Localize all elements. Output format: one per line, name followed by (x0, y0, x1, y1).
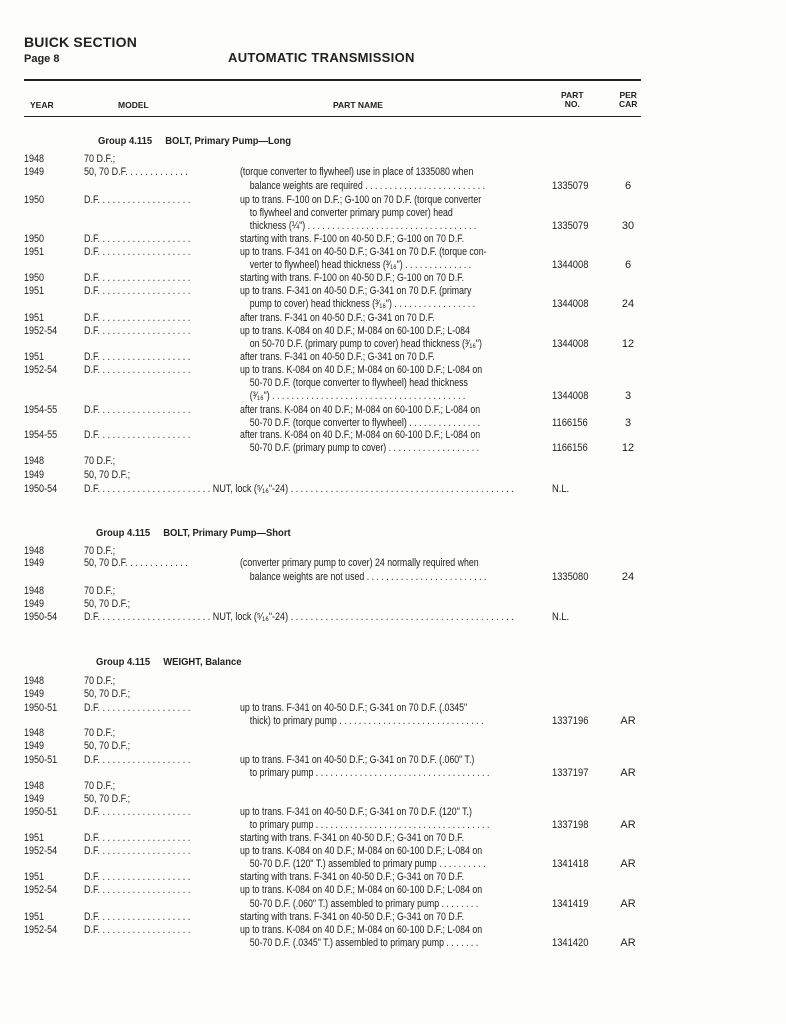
part-name-cell: (³⁄₁₆") . . . . . . . . . . . . . . . . . . . . . . . . . . . . . . . . . . . . . . . . (240, 390, 466, 402)
year-cell: 1954-55 (24, 404, 58, 416)
year-cell: 1950-51 (24, 754, 58, 766)
year-cell: 1949 (24, 598, 45, 610)
per-car-cell: 6 (624, 259, 632, 271)
part-name-cell: 50-70 D.F. (.0345" T.) assembled to primary pump . . . . . . . (240, 937, 479, 949)
part-name-cell: up to trans. K-084 on 40 D.F.; M-084 on 60-100 D.F.; L-084 (240, 325, 470, 337)
group-heading-weight (96, 656, 241, 668)
model-cell: 70 D.F.; (84, 153, 116, 165)
part-name-cell: thickness (¼") . . . . . . . . . . . . . . . . . . . . . . . . . . . . . . . . . . . (240, 220, 477, 232)
part-name-cell: after trans. F-341 on 40-50 D.F.; G-341 on 70 D.F. (240, 351, 435, 363)
part-name-cell: balance weights are required . . . . . . . . . . . . . . . . . . . . . . . . . (240, 180, 486, 192)
year-cell: 1952-54 (24, 924, 58, 936)
part-name-cell: 50-70 D.F. (torque converter to flywheel) head thickness (240, 377, 468, 389)
part-name-cell: 50-70 D.F. (torque converter to flywheel) . . . . . . . . . . . . . . . (240, 417, 481, 429)
part-name-cell: (torque converter to flywheel) use in place of 1335080 when (240, 166, 474, 178)
model-cell: 50, 70 D.F.; (84, 740, 131, 752)
year-cell: 1949 (24, 557, 45, 569)
per-car-cell: AR (620, 898, 636, 910)
per-car-cell: 24 (621, 298, 635, 310)
per-car-cell: 12 (621, 442, 635, 454)
year-cell: 1951 (24, 871, 45, 883)
part-name-cell: starting with trans. F-341 on 40-50 D.F.; G-341 on 70 D.F. (240, 871, 465, 883)
group-part-title: WEIGHT, Balance (163, 656, 242, 668)
col-per-car (619, 91, 637, 109)
part-number-cell: 1335080 (552, 571, 589, 583)
part-name-cell: verter to flywheel) head thickness (³⁄₁₆") . . . . . . . . . . . . . . (240, 259, 472, 271)
per-car-cell: 24 (621, 571, 635, 583)
per-car-cell: 12 (621, 338, 635, 350)
model-cell: D.F. . . . . . . . . . . . . . . . . . . (84, 845, 191, 857)
year-cell: 1951 (24, 911, 45, 923)
year-cell: 1952-54 (24, 884, 58, 896)
part-name-cell: on 50-70 D.F. (primary pump to cover) head thickness (³⁄₁₆") (240, 338, 482, 350)
header-rule-top (24, 79, 641, 81)
year-cell: 1950-54 (24, 483, 58, 495)
col-year: YEAR (30, 100, 54, 110)
model-cell: D.F. . . . . . . . . . . . . . . . . . . (84, 911, 191, 923)
model-cell: D.F. . . . . . . . . . . . . . . . . . . (84, 285, 191, 297)
part-name-cell: up to trans. F-341 on 40-50 D.F.; G-341 on 70 D.F. (primary (240, 285, 472, 297)
model-cell: D.F. . . . . . . . . . . . . . . . . . . (84, 312, 191, 324)
part-number-cell: 1341420 (552, 937, 589, 949)
group-heading-short (96, 527, 291, 539)
model-cell: 70 D.F.; (84, 780, 116, 792)
model-cell: D.F. . . . . . . . . . . . . . . . . . . (84, 194, 191, 206)
year-cell: 1950-51 (24, 702, 58, 714)
col-part-no-line2: NO. (564, 99, 580, 109)
model-cell: 70 D.F.; (84, 727, 116, 739)
part-number-cell: 1337196 (552, 715, 589, 727)
part-name-cell: up to trans. F-341 on 40-50 D.F.; G-341 on 70 D.F. (torque con- (240, 246, 487, 258)
model-cell: D.F. . . . . . . . . . . . . . . . . . . (84, 754, 191, 766)
per-car-cell: 3 (624, 417, 632, 429)
year-cell: 1949 (24, 793, 45, 805)
per-car-cell: 3 (624, 390, 632, 402)
model-cell: D.F. . . . . . . . . . . . . . . . . . . (84, 351, 191, 363)
part-name-cell: up to trans. F-341 on 40-50 D.F.; G-341 on 70 D.F. (.0345" (240, 702, 468, 714)
part-name-cell: up to trans. K-084 on 40 D.F.; M-084 on 60-100 D.F.; L-084 on (240, 924, 483, 936)
part-name-cell: to primary pump . . . . . . . . . . . . . . . . . . . . . . . . . . . . . . . . . . . . (240, 819, 490, 831)
part-name-cell: starting with trans. F-100 on 40-50 D.F.; G-100 on 70 D.F. (240, 272, 465, 284)
model-cell: D.F. . . . . . . . . . . . . . . . . . . (84, 325, 191, 337)
model-cell: 70 D.F.; (84, 675, 116, 687)
model-cell: D.F. . . . . . . . . . . . . . . . . . . (84, 246, 191, 258)
year-cell: 1951 (24, 312, 45, 324)
group-number: Group 4.115 (96, 527, 151, 539)
part-name-cell: to flywheel and converter primary pump cover) head (240, 207, 453, 219)
model-cell: D.F. . . . . . . . . . . . . . . . . . . (84, 884, 191, 896)
model-cell: D.F. . . . . . . . . . . . . . . . . . . . . . . NUT, lock (⁵⁄₁₆"-24) . . . . . . . . . . . . . . . . . . . . . . . . . . . . . . . . . . . . . . . . . . . . . (84, 483, 514, 495)
model-cell: 70 D.F.; (84, 585, 116, 597)
model-cell: D.F. . . . . . . . . . . . . . . . . . . (84, 429, 191, 441)
col-model: MODEL (118, 100, 149, 110)
page-number: Page 8 (24, 53, 60, 65)
group-number: Group 4.115 (96, 656, 151, 668)
per-car-cell: AR (620, 858, 636, 870)
per-car-cell: AR (620, 937, 636, 949)
per-car-cell: 30 (621, 220, 635, 232)
year-cell: 1950 (24, 272, 45, 284)
year-cell: 1954-55 (24, 429, 58, 441)
part-number-cell: N.L. (552, 611, 570, 623)
year-cell: 1949 (24, 740, 45, 752)
model-cell: D.F. . . . . . . . . . . . . . . . . . . (84, 871, 191, 883)
year-cell: 1950 (24, 233, 45, 245)
year-cell: 1948 (24, 675, 45, 687)
year-cell: 1951 (24, 285, 45, 297)
year-cell: 1950-54 (24, 611, 58, 623)
model-cell: 50, 70 D.F. . . . . . . . . . . . . (84, 166, 188, 178)
model-cell: D.F. . . . . . . . . . . . . . . . . . . (84, 924, 191, 936)
year-cell: 1949 (24, 166, 45, 178)
model-cell: D.F. . . . . . . . . . . . . . . . . . . (84, 806, 191, 818)
model-cell: 50, 70 D.F.; (84, 688, 131, 700)
part-number-cell: 1341419 (552, 898, 589, 910)
part-number-cell: 1344008 (552, 259, 589, 271)
year-cell: 1948 (24, 545, 45, 557)
group-heading-long (98, 135, 291, 147)
part-number-cell: 1344008 (552, 298, 589, 310)
year-cell: 1950 (24, 194, 45, 206)
part-number-cell: 1337198 (552, 819, 589, 831)
section-title: BUICK SECTION (24, 34, 138, 50)
model-cell: D.F. . . . . . . . . . . . . . . . . . . (84, 404, 191, 416)
part-name-cell: to primary pump . . . . . . . . . . . . . . . . . . . . . . . . . . . . . . . . . . . . (240, 767, 490, 779)
model-cell: D.F. . . . . . . . . . . . . . . . . . . (84, 702, 191, 714)
col-per-car-line1: PER (619, 90, 637, 100)
year-cell: 1948 (24, 455, 45, 467)
page-title: AUTOMATIC TRANSMISSION (228, 50, 415, 65)
part-number-cell: 1341418 (552, 858, 589, 870)
year-cell: 1948 (24, 153, 45, 165)
year-cell: 1951 (24, 351, 45, 363)
col-part-no-line1: PART (561, 90, 584, 100)
part-name-cell: after trans. K-084 on 40 D.F.; M-084 on 60-100 D.F.; L-084 on (240, 429, 481, 441)
model-cell: 50, 70 D.F.; (84, 469, 131, 481)
model-cell: D.F. . . . . . . . . . . . . . . . . . . (84, 832, 191, 844)
year-cell: 1952-54 (24, 364, 58, 376)
part-name-cell: pump to cover) head thickness (³⁄₁₆") . . . . . . . . . . . . . . . . . (240, 298, 476, 310)
model-cell: D.F. . . . . . . . . . . . . . . . . . . (84, 272, 191, 284)
col-part-no (561, 91, 584, 109)
per-car-cell: AR (620, 715, 636, 727)
model-cell: D.F. . . . . . . . . . . . . . . . . . . (84, 233, 191, 245)
part-name-cell: 50-70 D.F. (.060" T.) assembled to primary pump . . . . . . . . (240, 898, 479, 910)
year-cell: 1950-51 (24, 806, 58, 818)
part-name-cell: starting with trans. F-341 on 40-50 D.F.; G-341 on 70 D.F. (240, 911, 465, 923)
per-car-cell: 6 (624, 180, 632, 192)
header-rule-bottom (24, 116, 641, 117)
part-number-cell: 1335079 (552, 220, 589, 232)
year-cell: 1952-54 (24, 325, 58, 337)
group-part-title: BOLT, Primary Pump—Long (165, 135, 292, 147)
year-cell: 1948 (24, 727, 45, 739)
part-name-cell: 50-70 D.F. (120" T.) assembled to primary pump . . . . . . . . . . (240, 858, 486, 870)
year-cell: 1948 (24, 780, 45, 792)
part-name-cell: starting with trans. F-341 on 40-50 D.F.; G-341 on 70 D.F. (240, 832, 465, 844)
part-name-cell: up to trans. K-084 on 40 D.F.; M-084 on 60-100 D.F.; L-084 on (240, 884, 483, 896)
part-number-cell: 1335079 (552, 180, 589, 192)
col-per-car-line2: CAR (619, 99, 638, 109)
per-car-cell: AR (620, 819, 636, 831)
part-name-cell: 50-70 D.F. (primary pump to cover) . . . . . . . . . . . . . . . . . . . (240, 442, 480, 454)
year-cell: 1951 (24, 246, 45, 258)
part-number-cell: 1344008 (552, 390, 589, 402)
part-name-cell: starting with trans. F-100 on 40-50 D.F.; G-100 on 70 D.F. (240, 233, 465, 245)
group-number: Group 4.115 (98, 135, 153, 147)
part-number-cell: 1166156 (552, 417, 588, 429)
part-number-cell: 1166156 (552, 442, 588, 454)
year-cell: 1951 (24, 832, 45, 844)
part-name-cell: after trans. K-084 on 40 D.F.; M-084 on 60-100 D.F.; L-084 on (240, 404, 481, 416)
group-part-title: BOLT, Primary Pump—Short (163, 527, 291, 539)
col-part-name: PART NAME (333, 100, 383, 110)
part-name-cell: up to trans. F-341 on 40-50 D.F.; G-341 on 70 D.F. (120" T.) (240, 806, 472, 818)
year-cell: 1949 (24, 469, 45, 481)
part-number-cell: 1344008 (552, 338, 589, 350)
per-car-cell: AR (620, 767, 636, 779)
part-name-cell: after trans. F-341 on 40-50 D.F.; G-341 on 70 D.F. (240, 312, 435, 324)
part-name-cell: up to trans. K-084 on 40 D.F.; M-084 on 60-100 D.F.; L-084 on (240, 845, 483, 857)
model-cell: 50, 70 D.F. . . . . . . . . . . . . (84, 557, 188, 569)
model-cell: 70 D.F.; (84, 545, 116, 557)
part-name-cell: (converter primary pump to cover) 24 normally required when (240, 557, 479, 569)
part-name-cell: thick) to primary pump . . . . . . . . . . . . . . . . . . . . . . . . . . . . . . (240, 715, 484, 727)
year-cell: 1949 (24, 688, 45, 700)
part-name-cell: up to trans. K-084 on 40 D.F.; M-084 on 60-100 D.F.; L-084 on (240, 364, 483, 376)
part-name-cell: up to trans. F-341 on 40-50 D.F.; G-341 on 70 D.F. (.060" T.) (240, 754, 475, 766)
model-cell: 50, 70 D.F.; (84, 793, 131, 805)
year-cell: 1952-54 (24, 845, 58, 857)
part-name-cell: up to trans. F-100 on D.F.; G-100 on 70 D.F. (torque converter (240, 194, 482, 206)
page-header-left (24, 34, 137, 65)
part-number-cell: N.L. (552, 483, 570, 495)
model-cell: 70 D.F.; (84, 455, 116, 467)
model-cell: D.F. . . . . . . . . . . . . . . . . . . (84, 364, 191, 376)
part-name-cell: balance weights are not used . . . . . . . . . . . . . . . . . . . . . . . . . (240, 571, 487, 583)
model-cell: 50, 70 D.F.; (84, 598, 131, 610)
part-number-cell: 1337197 (552, 767, 589, 779)
year-cell: 1948 (24, 585, 45, 597)
model-cell: D.F. . . . . . . . . . . . . . . . . . . . . . . NUT, lock (⁵⁄₁₆"-24) . . . . . . . . . . . . . . . . . . . . . . . . . . . . . . . . . . . . . . . . . . . . . (84, 611, 514, 623)
